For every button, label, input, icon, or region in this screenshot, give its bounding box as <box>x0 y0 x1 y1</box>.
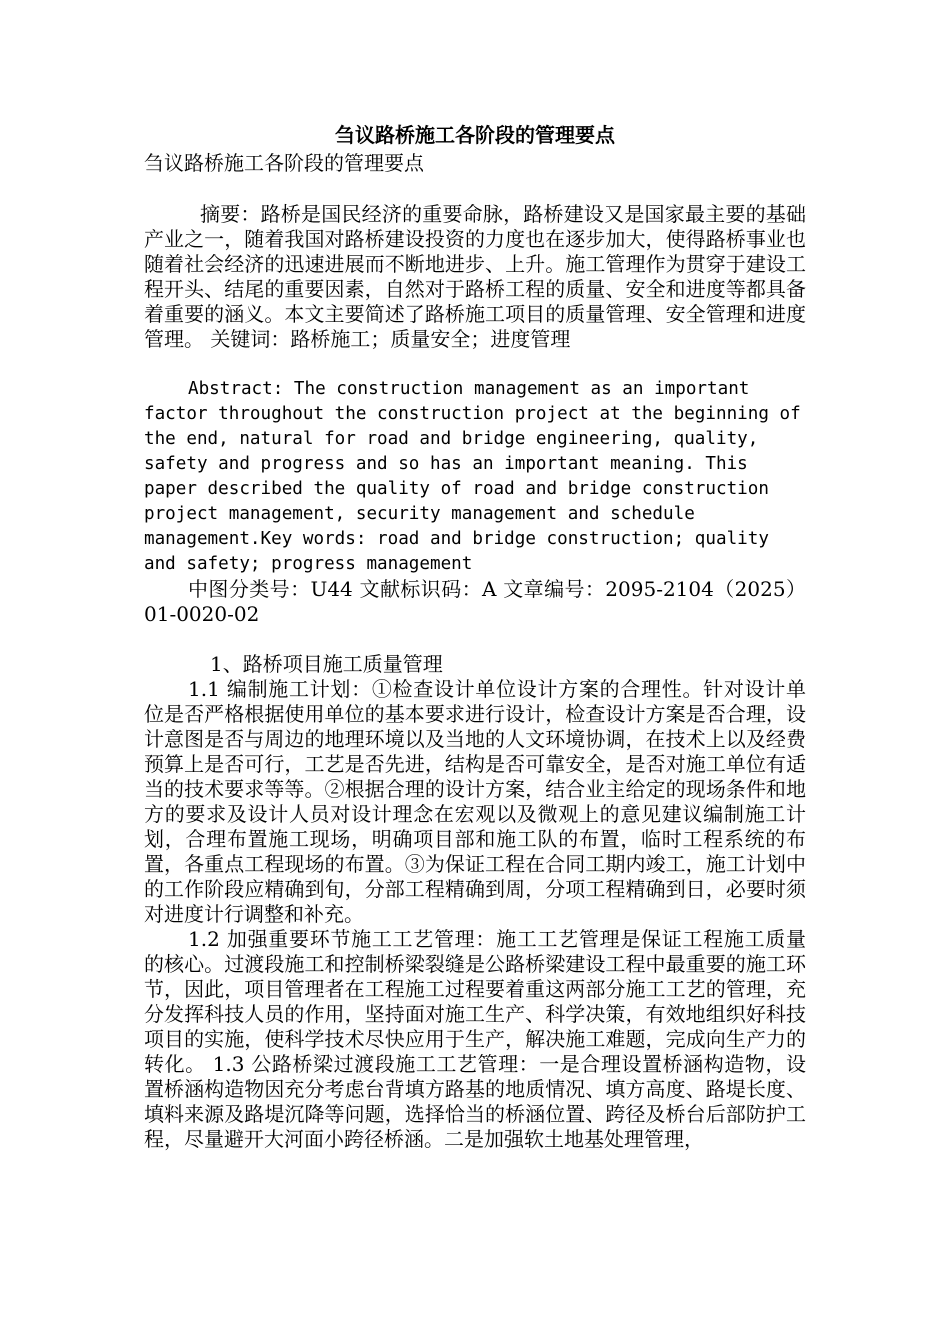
paragraph-1-2: 1.2 加强重要环节施工工艺管理：施工工艺管理是保证工程施工质量的核心。过渡段施工和控制桥梁裂缝是公路桥梁建设工程中最重要的施工环节，因此，项目管理者在工程施工过程要着重这两部分施工工艺的管理，充分发挥科技人员的作用，坚持面对施工生产、科学决策，有效地组织好科技项目的实施，使科学技术尽快应用于生产，解决施工难题，完成向生产力的转化。 1.3 公路桥梁过渡段施工工艺管理：一是合理设置桥涵构造物，设置桥涵构造物因充分考虑台背填方路基的地质情况、填方高度、路堤长度、填料来源及路堤沉降等问题，选择恰当的桥涵位置、跨径及桥台后部防护工程，尽量避开大河面小跨径桥涵。二是加强软土地基处理管理， <box>144 927 806 1151</box>
section-heading: 1、路桥项目施工质量管理 <box>210 652 443 676</box>
page-subtitle: 刍议路桥施工各阶段的管理要点 <box>144 151 424 175</box>
classification-line: 中图分类号：U44 文献标识码：A 文章编号：2095-2104（2025）01-0020-02 <box>144 577 806 626</box>
spacer <box>144 176 806 202</box>
spacer <box>144 352 806 377</box>
abstract-chinese: 摘要：路桥是国民经济的重要命脉，路桥建设又是国家最主要的基础产业之一，随着我国对路桥建设投资的力度也在逐步加大，使得路桥事业也随着社会经济的迅速进展而不断地进步、上升。施工管理作为贯穿于建设工程开头、结尾的重要因素，自然对于路桥工程的质量、安全和进度等都具备着重要的涵义。本文主要简述了路桥施工项目的质量管理、安全管理和进度管理。 关键词：路桥施工；质量安全；进度管理 <box>144 202 806 351</box>
document-body <box>144 122 806 1152</box>
paragraph-1-1: 1.1 编制施工计划：①检查设计单位设计方案的合理性。针对设计单位是否严格根据使用单位的基本要求进行设计，检查设计方案是否合理，设计意图是否与周边的地理环境以及当地的人文环境协调，在技术上以及经费预算上是否可行，工艺是否先进，结构是否可靠安全，是否对施工单位有适当的技术要求等等。②根据合理的设计方案，结合业主给定的现场条件和地方的要求及设计人员对设计理念在宏观以及微观上的意见建议编制施工计划，合理布置施工现场，明确项目部和施工队的布置，临时工程系统的布置，各重点工程现场的布置。③为保证工程在合同工期内竣工，施工计划中的工作阶段应精确到旬，分部工程精确到周，分项工程精确到日，必要时须对进度计行调整和补充。 <box>144 677 806 926</box>
spacer <box>144 627 806 652</box>
abstract-english: Abstract: The construction management as an important factor throughout the construction project at the beginning of the end, natural for road and bridge engineering, quality, safety and progress and so has an important meaning. This paper described the quality of road and bridge construction project management, security management and schedule management.Key words: road and bridge construction; quality and safety; progress management <box>144 379 801 574</box>
page-title: 刍议路桥施工各阶段的管理要点 <box>335 123 615 147</box>
